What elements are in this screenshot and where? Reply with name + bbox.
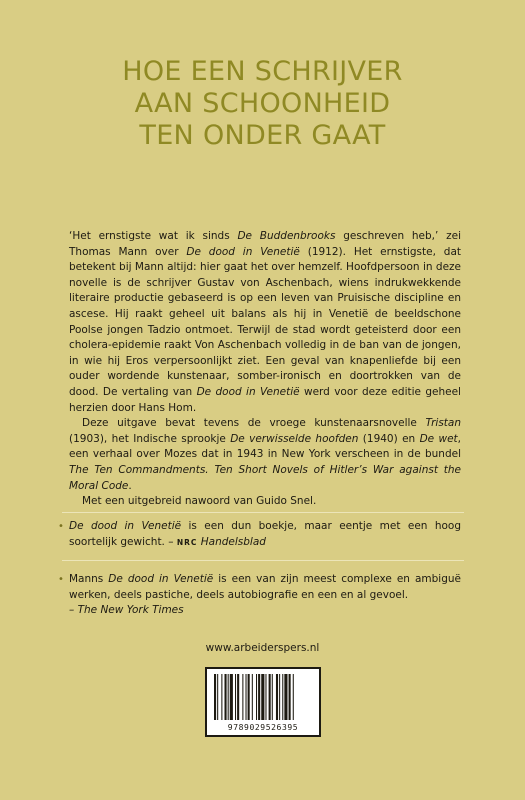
barcode-bar <box>279 674 280 720</box>
blurb-paragraph-2: Deze uitgave bevat tevens de vroege kunstenaarsnovelle Tristan (1903), het Indische sprookje De verwisselde hoofden (1940) en De wet, een verhaal over Mozes dat in 1943 in New York verscheen in de bundel The Ten Commandments. Ten Short Novels of Hitler’s War against the Moral Code. <box>69 417 462 492</box>
barcode-bar <box>252 674 253 720</box>
divider <box>62 560 464 561</box>
barcode-bar <box>237 674 239 720</box>
barcode-bar <box>256 674 257 720</box>
barcode-bar <box>284 674 287 720</box>
barcode-bar <box>228 674 229 720</box>
barcode-bar <box>269 674 271 720</box>
blurb-paragraph-3: Met een uitgebreid nawoord van Guido Snel. <box>82 495 317 508</box>
review-quote-nrc: • De dood in Venetië is een dun boekje, maar eentje met een hoog soortelijk gewicht. – NRC Handelsblad <box>58 520 461 548</box>
barcode-bar <box>289 674 291 720</box>
headline-line-3: TEN ONDER GAAT <box>139 120 386 151</box>
barcode-bar <box>221 674 222 720</box>
bullet-icon: • <box>58 521 64 532</box>
bullet-icon: • <box>58 574 64 585</box>
barcode-bar <box>258 674 260 720</box>
barcode-bar <box>235 674 236 720</box>
blurb-paragraph-1: ‘Het ernstigste wat ik sinds De Buddenbrooks geschreven heb,’ zei Thomas Mann over De dood in Venetië (1912). Het ernstigste, dat betekent bij Mann altijd: hier gaat het over hemzelf. Hoofdpersoon in deze novelle is de schrijver Gustav von Aschenbach, wiens indrukwekkende literaire productie gebaseerd is op een leven van Pruisische discipline en ascese. Hij raakt geheel uit balans als hij in Venetië de beeldschone Poolse jongen Tadzio ontmoet. Terwijl de stad wordt geteisterd door een cholera-epidemie raakt Von Aschenbach volledig in de ban van de jongen, in wie hij Eros verpersoonlijkt ziet. Een geval van knapenliefde bij een ouder wordende kunstenaar, somber-ironisch en doortrokken van de dood. De vertaling van De dood in Venetië werd voor deze editie geheel herzien door Hans Hom. <box>69 230 462 414</box>
divider <box>62 512 464 513</box>
barcode-bar <box>265 674 266 720</box>
book-headline <box>60 56 465 152</box>
headline-line-1: HOE EEN SCHRIJVER <box>122 56 403 87</box>
headline-line-2: AAN SCHOONHEID <box>134 88 391 119</box>
review-quote-nyt: • Manns De dood in Venetië is een van zijn meest complexe en ambiguë werken, deels pastiche, deels autobiografie en een en al gevoel. – The New York Times <box>58 573 461 617</box>
barcode-bar <box>217 674 218 720</box>
isbn-number: 9789029526395 <box>227 723 299 732</box>
barcode-bar <box>242 674 243 720</box>
barcode-bar <box>230 674 233 720</box>
barcode-bar <box>214 674 216 720</box>
barcode-bar <box>246 674 247 720</box>
barcode-bar <box>272 674 273 720</box>
barcode-bar <box>293 674 294 720</box>
barcode-bar <box>248 674 250 720</box>
barcode-bar <box>261 674 264 720</box>
barcode-bar <box>225 674 227 720</box>
barcode-bar <box>276 674 278 720</box>
barcode-bar <box>282 674 283 720</box>
barcode-bars <box>213 674 313 722</box>
isbn-barcode <box>205 667 321 737</box>
publisher-website: www.arbeiderspers.nl <box>205 642 320 654</box>
blurb-text <box>69 229 461 510</box>
